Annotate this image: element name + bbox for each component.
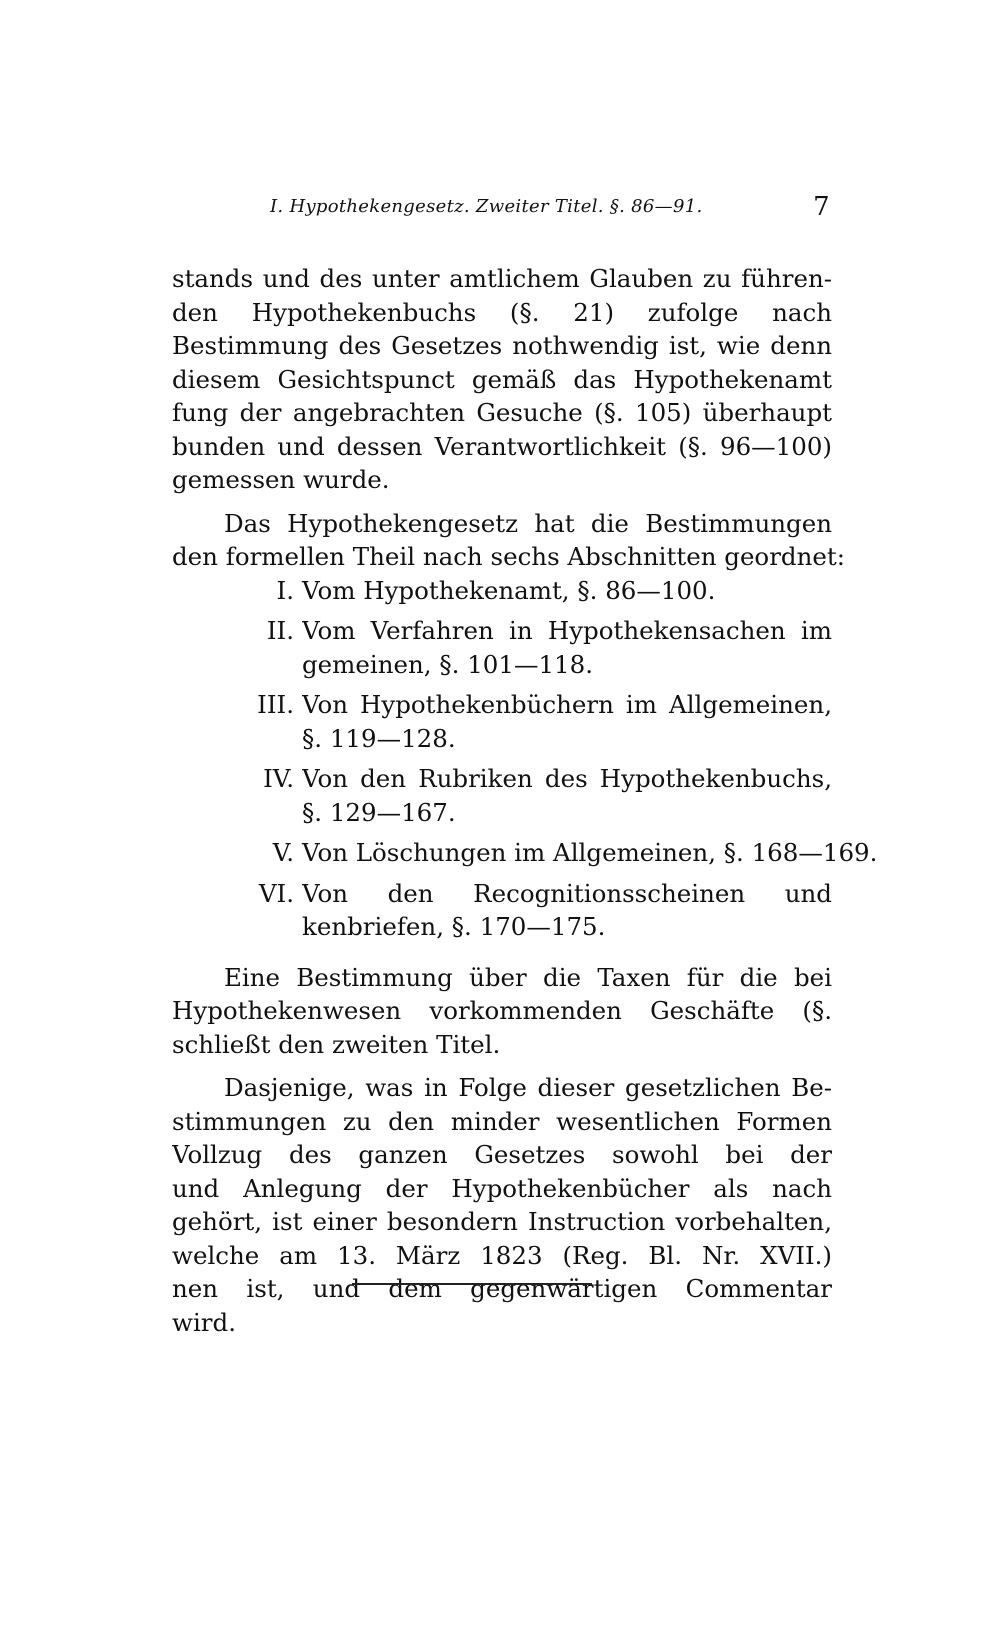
text-line: Hypothekenwesen vorkommenden Geschäfte (§.	[172, 996, 832, 1025]
list-item	[172, 688, 832, 755]
list-item	[172, 877, 832, 944]
paragraph-3	[172, 961, 832, 1062]
text-line: Vom Verfahren in Hypothekensachen im	[302, 616, 832, 645]
text-line: schließt den zweiten Titel.	[172, 1029, 501, 1059]
text-line: Von Hypothekenbüchern im Allgemeinen,	[302, 690, 832, 719]
list-item	[172, 836, 878, 870]
text-line: kenbriefen, §. 170—175.	[302, 912, 606, 941]
text-line: Von den Recognitionsscheinen und	[302, 878, 832, 908]
running-head	[270, 192, 830, 228]
text-line: Bestimmung des Gesetzes nothwendig ist, wie denn	[172, 331, 832, 360]
text-line: Eine Bestimmung über die Taxen für die bei	[224, 962, 832, 992]
section-list	[172, 574, 878, 944]
text-line: und Anlegung der Hypothekenbücher als nach	[172, 1173, 832, 1203]
section-number: IV.	[263, 764, 294, 793]
text-line: gemessen wurde.	[172, 465, 390, 494]
text-line: diesem Gesichtspunct gemäß das Hypothekenamt	[172, 364, 832, 394]
text-line: §. 129—167.	[302, 797, 456, 827]
section-number: VI.	[258, 878, 294, 908]
running-head-title: I. Hypothekengesetz. Zweiter Titel. §. 86—91.	[270, 196, 703, 217]
text-line: fung der angebrachten Gesuche (§. 105) überhaupt	[172, 398, 832, 427]
text-line: Vom Hypothekenamt, §. 86—100.	[302, 575, 716, 605]
text-line: gemeinen, §. 101—118.	[302, 649, 594, 679]
text-line: Von Löschungen im Allgemeinen, §. 168—169.	[302, 838, 878, 867]
end-rule	[352, 1283, 592, 1285]
page-number: 7	[813, 192, 830, 222]
text-line: Das Hypothekengesetz hat die Bestimmungen	[224, 508, 832, 538]
section-number: II.	[266, 616, 294, 645]
text-line: §. 119—128.	[302, 723, 456, 753]
section-number: III.	[257, 690, 294, 719]
text-line: den formellen Theil nach sechs Abschnitten geordnet:	[172, 542, 845, 571]
text-line: stands und des unter amtlichem Glauben zu führen-	[172, 264, 832, 293]
text-line: den Hypothekenbuchs (§. 21) zufolge nach	[172, 297, 832, 327]
text-line: stimmungen zu den minder wesentlichen Formen	[172, 1106, 832, 1136]
list-item	[172, 574, 832, 608]
text-line: bunden und dessen Verantwortlichkeit (§. 96—100)	[172, 431, 832, 461]
body-text	[172, 262, 878, 1339]
paragraph-4	[172, 1071, 832, 1339]
text-line: Von den Rubriken des Hypothekenbuchs,	[302, 764, 832, 793]
text-line: nen ist, und dem gegenwärtigen Commentar	[172, 1274, 832, 1303]
text-line: welche am 13. März 1823 (Reg. Bl. Nr. XVII.)	[172, 1240, 832, 1270]
text-line: gehört, ist einer besondern Instruction vorbehalten,	[172, 1207, 832, 1236]
text-line: wird.	[172, 1307, 236, 1337]
paragraph-2	[172, 507, 845, 574]
text-line: Vollzug des ganzen Gesetzes sowohl bei der	[172, 1140, 832, 1169]
section-number: I.	[276, 575, 294, 605]
list-item	[172, 762, 832, 829]
paragraph-1	[172, 262, 832, 497]
list-item	[172, 614, 832, 681]
text-line: Dasjenige, was in Folge dieser gesetzlichen Be-	[224, 1073, 832, 1102]
section-number: V.	[272, 838, 294, 867]
